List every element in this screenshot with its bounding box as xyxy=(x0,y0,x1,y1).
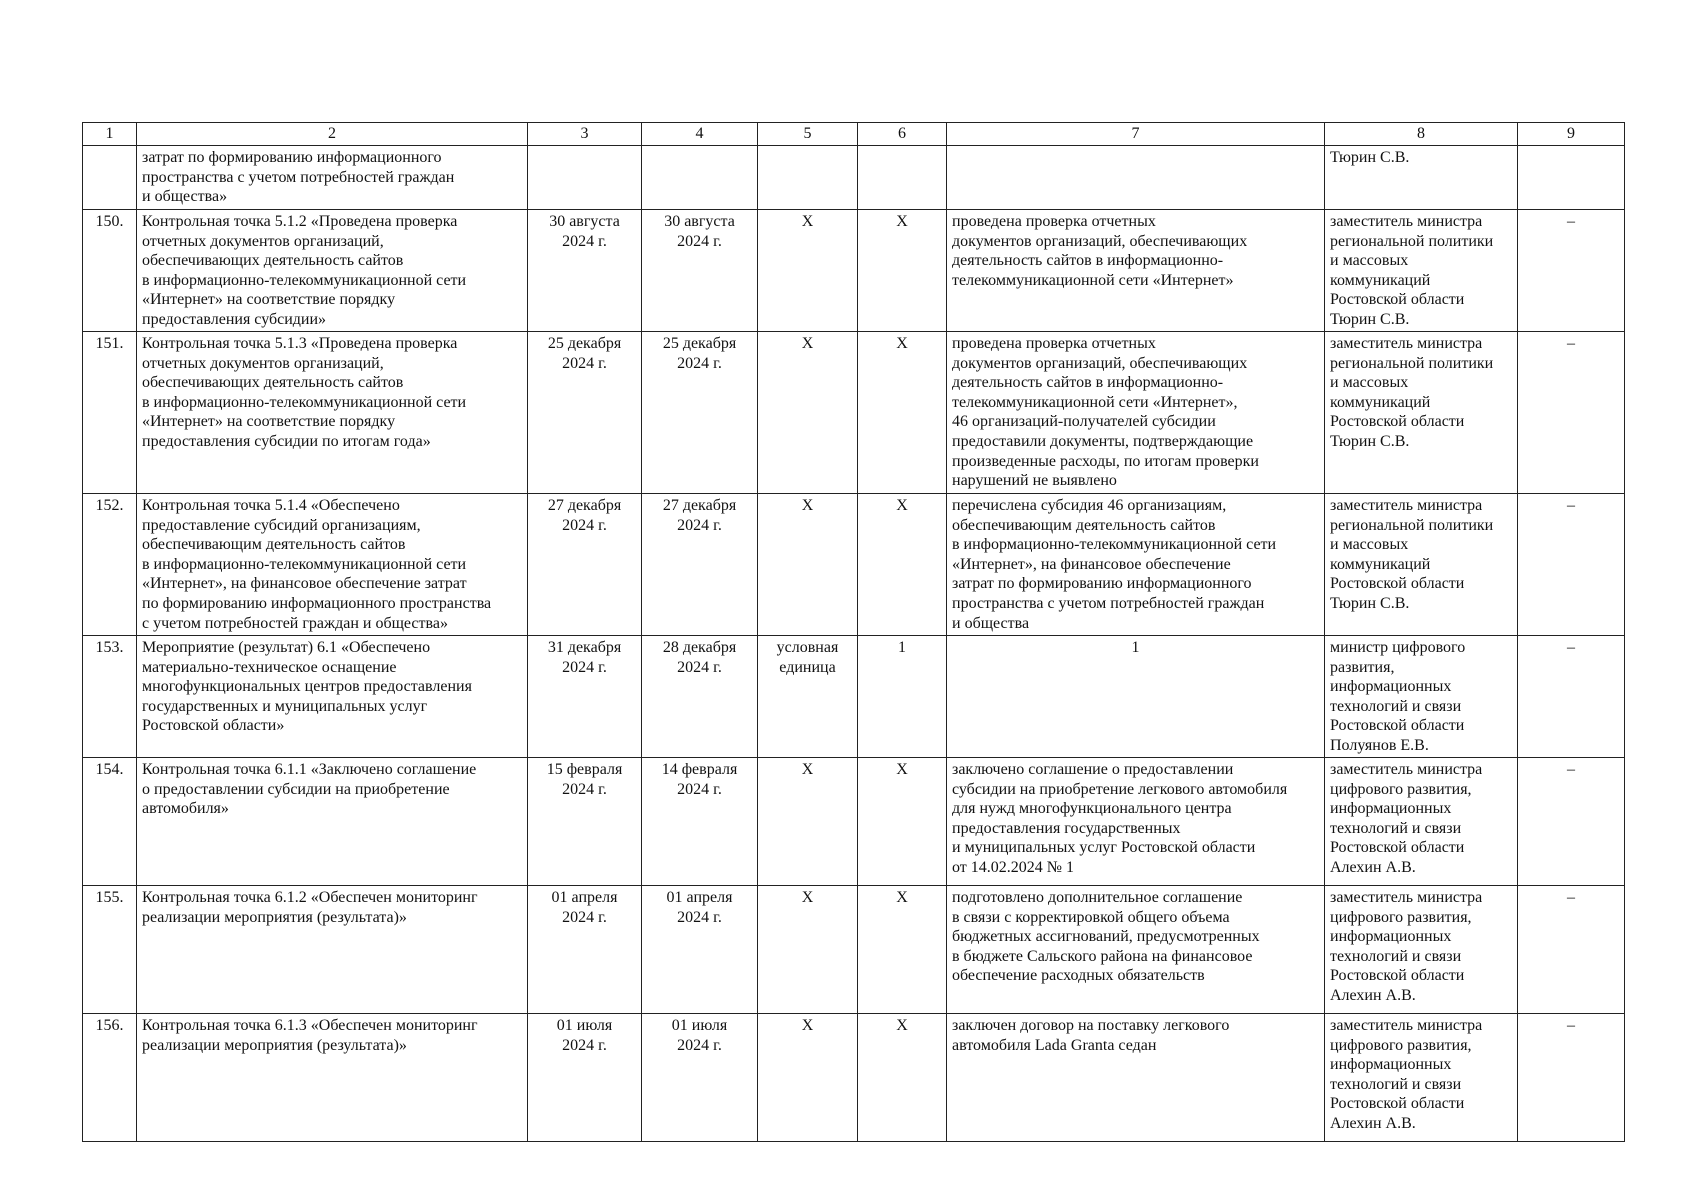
actual-date-cell: 30 августа 2024 г. xyxy=(642,210,758,332)
table-row xyxy=(83,1014,1625,1142)
unit-cell: Х xyxy=(758,332,858,494)
planned-date-cell xyxy=(528,146,642,210)
result-cell: заключено соглашение о предоставлении субсидии на приобретение легкового автомобиля для нужд многофункционального центра предоставления государственных и муниципальных услуг Ростовской области от 14.02.2024 № 1 xyxy=(947,758,1325,886)
column-number: 9 xyxy=(1518,123,1625,146)
unit-cell: условная единица xyxy=(758,636,858,758)
responsible-cell: заместитель министра цифрового развития, информационных технологий и связи Ростовской области Алехин А.В. xyxy=(1325,1014,1518,1142)
activity-name-cell: Контрольная точка 6.1.1 «Заключено соглашение о предоставлении субсидии на приобретение автомобиля» xyxy=(137,758,528,886)
note-cell: – xyxy=(1518,332,1625,494)
report-table xyxy=(82,122,1625,1142)
table-row xyxy=(83,494,1625,636)
unit-cell: Х xyxy=(758,886,858,1014)
actual-date-cell: 01 июля 2024 г. xyxy=(642,1014,758,1142)
planned-date-cell: 31 декабря 2024 г. xyxy=(528,636,642,758)
unit-cell: Х xyxy=(758,758,858,886)
table-row xyxy=(83,146,1625,210)
note-cell: – xyxy=(1518,886,1625,1014)
actual-date-cell: 14 февраля 2024 г. xyxy=(642,758,758,886)
value-cell: Х xyxy=(858,210,947,332)
responsible-cell: министр цифрового развития, информационных технологий и связи Ростовской области Полуянов Е.В. xyxy=(1325,636,1518,758)
result-cell: проведена проверка отчетных документов организаций, обеспечивающих деятельность сайтов в информационно- телекоммуникационной сети «Интернет» xyxy=(947,210,1325,332)
unit-cell: Х xyxy=(758,210,858,332)
actual-date-cell: 01 апреля 2024 г. xyxy=(642,886,758,1014)
row-number-cell: 155. xyxy=(83,886,137,1014)
result-cell xyxy=(947,146,1325,210)
note-cell xyxy=(1518,146,1625,210)
result-cell: перечислена субсидия 46 организациям, обеспечивающим деятельность сайтов в информационно-телекоммуникационной сети «Интернет», на финансовое обеспечение затрат по формированию информационного пространства с учетом потребностей граждан и общества xyxy=(947,494,1325,636)
column-number-row xyxy=(83,123,1625,146)
column-number: 5 xyxy=(758,123,858,146)
activity-name-cell: Контрольная точка 6.1.2 «Обеспечен мониторинг реализации мероприятия (результата)» xyxy=(137,886,528,1014)
value-cell: Х xyxy=(858,332,947,494)
row-number-cell: 156. xyxy=(83,1014,137,1142)
column-number: 6 xyxy=(858,123,947,146)
unit-cell: Х xyxy=(758,494,858,636)
value-cell: Х xyxy=(858,1014,947,1142)
table-row xyxy=(83,332,1625,494)
unit-cell xyxy=(758,146,858,210)
planned-date-cell: 15 февраля 2024 г. xyxy=(528,758,642,886)
responsible-cell: заместитель министра цифрового развития, информационных технологий и связи Ростовской области Алехин А.В. xyxy=(1325,758,1518,886)
actual-date-cell: 28 декабря 2024 г. xyxy=(642,636,758,758)
planned-date-cell: 30 августа 2024 г. xyxy=(528,210,642,332)
table-row xyxy=(83,636,1625,758)
planned-date-cell: 01 июля 2024 г. xyxy=(528,1014,642,1142)
activity-name-cell: Контрольная точка 5.1.3 «Проведена проверка отчетных документов организаций, обеспечивающих деятельность сайтов в информационно-телекоммуникационной сети «Интернет» на соответствие порядку предоставления субсидии по итогам года» xyxy=(137,332,528,494)
column-number: 8 xyxy=(1325,123,1518,146)
table-row xyxy=(83,210,1625,332)
result-cell: заключен договор на поставку легкового автомобиля Lada Granta седан xyxy=(947,1014,1325,1142)
actual-date-cell: 27 декабря 2024 г. xyxy=(642,494,758,636)
planned-date-cell: 01 апреля 2024 г. xyxy=(528,886,642,1014)
actual-date-cell xyxy=(642,146,758,210)
unit-cell: Х xyxy=(758,1014,858,1142)
column-number: 7 xyxy=(947,123,1325,146)
value-cell: Х xyxy=(858,758,947,886)
activity-name-cell: Контрольная точка 6.1.3 «Обеспечен мониторинг реализации мероприятия (результата)» xyxy=(137,1014,528,1142)
responsible-cell: заместитель министра региональной политики и массовых коммуникаций Ростовской области Тюрин С.В. xyxy=(1325,332,1518,494)
column-number: 4 xyxy=(642,123,758,146)
column-number: 1 xyxy=(83,123,137,146)
planned-date-cell: 27 декабря 2024 г. xyxy=(528,494,642,636)
document-page xyxy=(82,122,1624,1142)
activity-name-cell: Контрольная точка 5.1.2 «Проведена проверка отчетных документов организаций, обеспечивающих деятельность сайтов в информационно-телекоммуникационной сети «Интернет» на соответствие порядку предоставления субсидии» xyxy=(137,210,528,332)
table-row xyxy=(83,886,1625,1014)
planned-date-cell: 25 декабря 2024 г. xyxy=(528,332,642,494)
row-number-cell: 154. xyxy=(83,758,137,886)
value-cell: 1 xyxy=(858,636,947,758)
responsible-cell: заместитель министра цифрового развития, информационных технологий и связи Ростовской области Алехин А.В. xyxy=(1325,886,1518,1014)
column-number: 2 xyxy=(137,123,528,146)
column-number: 3 xyxy=(528,123,642,146)
row-number-cell: 153. xyxy=(83,636,137,758)
note-cell: – xyxy=(1518,636,1625,758)
responsible-cell: заместитель министра региональной политики и массовых коммуникаций Ростовской области Тюрин С.В. xyxy=(1325,210,1518,332)
note-cell: – xyxy=(1518,1014,1625,1142)
row-number-cell: 150. xyxy=(83,210,137,332)
responsible-cell: заместитель министра региональной политики и массовых коммуникаций Ростовской области Тюрин С.В. xyxy=(1325,494,1518,636)
note-cell: – xyxy=(1518,210,1625,332)
row-number-cell: 151. xyxy=(83,332,137,494)
row-number-cell xyxy=(83,146,137,210)
row-number-cell: 152. xyxy=(83,494,137,636)
value-cell xyxy=(858,146,947,210)
table-row xyxy=(83,758,1625,886)
note-cell: – xyxy=(1518,758,1625,886)
result-cell: подготовлено дополнительное соглашение в связи с корректировкой общего объема бюджетных ассигнований, предусмотренных в бюджете Сальского района на финансовое обеспечение расходных обязательств xyxy=(947,886,1325,1014)
actual-date-cell: 25 декабря 2024 г. xyxy=(642,332,758,494)
note-cell: – xyxy=(1518,494,1625,636)
result-cell: проведена проверка отчетных документов организаций, обеспечивающих деятельность сайтов в информационно- телекоммуникационной сети «Интернет», 46 организаций-получателей субсидии предоставили документы, подтверждающие произведенные расходы, по итогам проверки нарушений не выявлено xyxy=(947,332,1325,494)
activity-name-cell: Контрольная точка 5.1.4 «Обеспечено предоставление субсидий организациям, обеспечивающим деятельность сайтов в информационно-телекоммуникационной сети «Интернет», на финансовое обеспечение затрат по формированию информационного пространства с учетом потребностей граждан и общества» xyxy=(137,494,528,636)
value-cell: Х xyxy=(858,494,947,636)
result-cell: 1 xyxy=(947,636,1325,758)
activity-name-cell: Мероприятие (результат) 6.1 «Обеспечено материально-техническое оснащение многофункциональных центров предоставления государственных и муниципальных услуг Ростовской области» xyxy=(137,636,528,758)
value-cell: Х xyxy=(858,886,947,1014)
responsible-cell: Тюрин С.В. xyxy=(1325,146,1518,210)
activity-name-cell: затрат по формированию информационного пространства с учетом потребностей граждан и общества» xyxy=(137,146,528,210)
